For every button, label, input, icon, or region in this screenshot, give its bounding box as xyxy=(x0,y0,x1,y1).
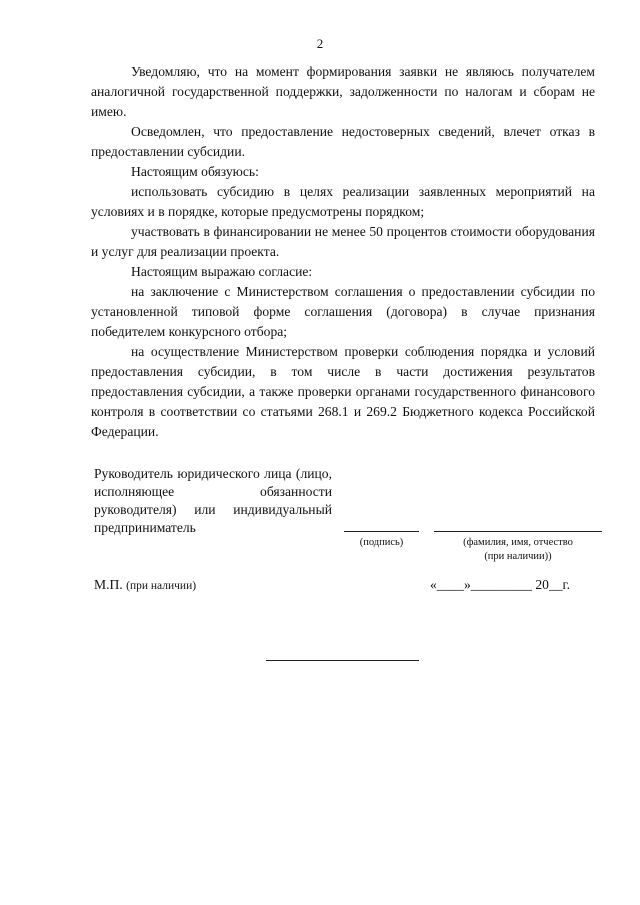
stamp-note: (при наличии) xyxy=(126,580,197,592)
paragraph-obligation-use: использовать субсидию в целях реализации заявленных мероприятий на условиях и в порядке, которые предусмотрены порядком; xyxy=(91,184,595,219)
paragraph-consent-inspection: на осуществление Министерством проверки соблюдения порядка и условий предоставления субсидии, в том числе в части достижения результатов предоставления субсидии, а также проверки органами государственного финансового контроля в соответствии со статьями 268.1 и 269.2 Бюджетного кодекса Российской Федерации. xyxy=(91,344,595,439)
name-caption-line2: (при наличии)) xyxy=(484,551,552,562)
stamp-text: М.П. xyxy=(94,577,123,592)
page-number: 2 xyxy=(316,36,324,51)
paragraph-consent-heading: Настоящим выражаю согласие: xyxy=(131,264,313,279)
name-caption xyxy=(434,536,602,564)
signer-label: Руководитель юридического лица (лицо, исполняющее обязанности руководителя) или индивидуальный предприниматель xyxy=(94,466,332,535)
paragraph-obligations-heading: Настоящим обязуюсь: xyxy=(131,164,259,179)
date-line: «____»_________ 20__г. xyxy=(430,577,570,592)
paragraph-consent-agreement: на заключение с Министерством соглашения о предоставлении субсидии по установленной типовой форме соглашения (договора) в случае признания победителем конкурсного отбора; xyxy=(91,284,595,339)
name-line xyxy=(434,531,602,532)
paragraph-obligation-financing: участвовать в финансировании не менее 50 процентов стоимости оборудования и услуг для реализации проекта. xyxy=(91,224,595,259)
paragraph-awareness: Осведомлен, что предоставление недостоверных сведений, влечет отказ в предоставлении субсидии. xyxy=(91,124,595,159)
paragraph-notice: Уведомляю, что на момент формирования заявки не являюсь получателем аналогичной государственной поддержки, задолженности по налогам и сборам не имею. xyxy=(91,64,595,119)
body-text xyxy=(91,62,595,442)
end-divider xyxy=(266,660,419,661)
signature-line xyxy=(344,531,419,532)
signature-caption: (подпись) xyxy=(359,537,404,548)
name-caption-line1: (фамилия, имя, отчество xyxy=(463,537,573,548)
stamp-label xyxy=(94,577,196,593)
